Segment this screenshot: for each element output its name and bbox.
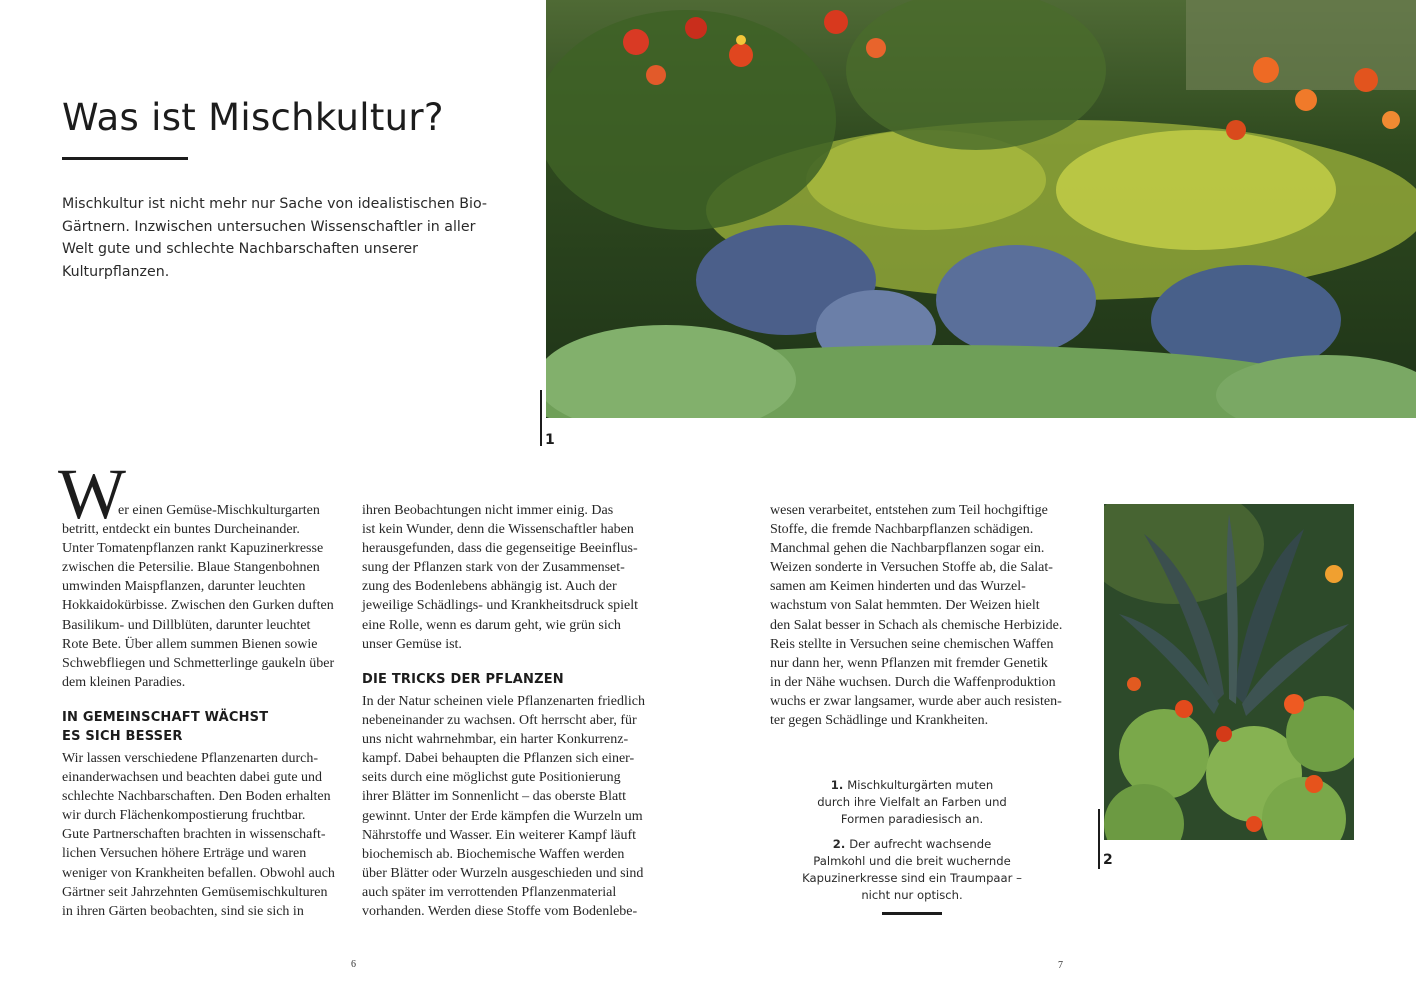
- body-line: sung der Pflanzen stark von der Zusammenset-: [362, 560, 625, 576]
- photo-marker-line: [540, 390, 542, 446]
- body-line: biochemisch ab. Biochemische Waffen werden: [362, 846, 625, 862]
- subheading-community: [62, 708, 268, 746]
- photo-number: 2: [1103, 852, 1113, 868]
- kale-nasturtium-photo: [1104, 504, 1354, 840]
- body-line: zwischen die Petersilie. Blaue Stangenbohnen: [62, 560, 320, 576]
- photo-marker-line: [1098, 809, 1100, 869]
- body-line: wuchs er zwar langsamer, wurde aber auch resisten-: [770, 693, 1062, 709]
- drop-cap: W: [58, 454, 126, 534]
- body-line: betritt, entdeckt ein buntes Durcheinander.: [62, 522, 300, 538]
- body-line: über Blätter oder Wurzeln ausgeschieden und sind: [362, 865, 644, 881]
- body-line: ist kein Wunder, denn die Wissenschaftler haben: [362, 522, 634, 538]
- garden-photo: [546, 0, 1416, 418]
- body-line: uns nicht wahrnehmbar, ein harter Konkurrenz-: [362, 732, 629, 748]
- caption-line: nicht nur optisch.: [861, 888, 963, 902]
- text-column-1: [62, 501, 342, 692]
- text-column-2-continued: [362, 692, 652, 921]
- kale-photo-illustration: [1104, 504, 1354, 840]
- body-line: auch später im verrottenden Pflanzenmaterial: [362, 884, 617, 900]
- body-line: ihren Beobachtungen nicht immer einig. Das: [362, 503, 614, 518]
- body-line: Wir lassen verschiedene Pflanzenarten durch-: [62, 751, 318, 766]
- body-line: samen am Keimen hinderten und das Wurzel-: [770, 579, 1026, 595]
- photo-number: 1: [545, 432, 555, 448]
- page-number-right: 7: [1058, 960, 1063, 971]
- text-column-2: [362, 501, 652, 654]
- subheading-tricks: DIE TRICKS DER PFLANZEN: [362, 672, 564, 687]
- photo-caption-1: [790, 777, 1034, 828]
- caption-divider: [882, 912, 942, 915]
- body-line: Manchmal gehen die Nachbarpflanzen sogar ein.: [770, 541, 1045, 557]
- body-line: Gute Partnerschaften brachten in wissenschaft-: [62, 827, 326, 843]
- caption-line: Kapuzinerkresse sind ein Traumpaar –: [802, 871, 1022, 885]
- body-line: wesen verarbeitet, entstehen zum Teil hochgiftige: [770, 503, 1048, 518]
- body-line: Gärtner seit Jahrzehnten Gemüsemischkulturen: [62, 884, 328, 900]
- text-column-1-continued: [62, 749, 342, 921]
- subheading-line: ES SICH BESSER: [62, 729, 183, 744]
- photo-caption-2: [790, 836, 1034, 904]
- body-line: In der Natur scheinen viele Pflanzenarten friedlich: [362, 694, 645, 709]
- body-line: unser Gemüse ist.: [362, 636, 462, 652]
- body-line: Weizen sonderte in Versuchen Stoffe ab, die Salat-: [770, 560, 1053, 576]
- body-line: Hokkaidokürbisse. Zwischen den Gurken duften: [62, 598, 334, 614]
- intro-paragraph: Mischkultur ist nicht mehr nur Sache von idealistischen Bio-Gärtnern. Inzwischen untersuchen Wissenschaftler in aller Welt gute und schlechte Nachbarschaften unserer Kulturpflanzen.: [62, 196, 488, 280]
- title-underline: [62, 157, 188, 160]
- caption-number: 1.: [830, 778, 844, 792]
- body-line: Rote Bete. Über allem summen Bienen sowie: [62, 636, 318, 652]
- caption-line: Palmkohl und die breit wuchernde: [813, 854, 1011, 868]
- body-line: ihrer Blätter im Sonnenlicht – das oberste Blatt: [362, 789, 626, 805]
- body-line: kampf. Dabei behaupten die Pflanzen sich einer-: [362, 751, 635, 767]
- body-line: einanderwachsen und beachten dabei gute und: [62, 770, 323, 786]
- body-line: Stoffe, die fremde Nachbarpflanzen schädigen.: [770, 522, 1034, 538]
- body-line: wachstum von Salat hemmten. Der Weizen hielt: [770, 598, 1040, 614]
- text-column-3: [770, 501, 1070, 730]
- body-line: dem kleinen Paradies.: [62, 674, 186, 690]
- body-line: er einen Gemüse-Mischkulturgarten: [118, 503, 320, 518]
- body-line: jeweilige Schädlings- und Krankheitsdruck spielt: [362, 598, 639, 614]
- body-line: vorhanden. Werden diese Stoffe vom Bodenlebe-: [362, 904, 638, 920]
- body-line: Nährstoffe und Wasser. Ein weiterer Kampf läuft: [362, 827, 636, 843]
- body-line: zung des Bodenlebens abhängig ist. Auch der: [362, 579, 617, 595]
- body-line: in ihren Gärten beobachten, sind sie sich in: [62, 903, 304, 919]
- body-line: nur dann her, wenn Pflanzen mit fremder Genetik: [770, 655, 1048, 671]
- body-line: den Salat besser in Schach als chemische Herbizide.: [770, 617, 1063, 633]
- body-line: weniger von Krankheiten befallen. Obwohl auch: [62, 865, 335, 881]
- page-number-left: 6: [351, 959, 356, 970]
- body-line: in der Nähe wuchsen. Durch die Waffenproduktion: [770, 674, 1056, 690]
- caption-line: Der aufrecht wachsende: [849, 837, 992, 851]
- body-line: lichen Versuchen höhere Erträge und waren: [62, 846, 307, 862]
- caption-line: Mischkulturgärten muten: [847, 778, 994, 792]
- body-line: schlechte Nachbarschaften. Den Boden erhalten: [62, 789, 331, 805]
- body-line: nebeneinander zu wachsen. Oft herrscht aber, für: [362, 713, 637, 729]
- body-line: Basilikum- und Dillblüten, darunter leuchtet: [62, 617, 311, 633]
- caption-number: 2.: [832, 837, 846, 851]
- body-line: gewinnt. Unter der Erde kämpfen die Wurzeln um: [362, 808, 643, 824]
- body-line: Schwebfliegen und Schmetterlinge gaukeln über: [62, 655, 335, 671]
- subheading-line: IN GEMEINSCHAFT WÄCHST: [62, 710, 269, 725]
- body-line: seits durch eine möglichst gute Positionierung: [362, 770, 621, 786]
- body-line: umwinden Maispflanzen, darunter leuchten: [62, 579, 306, 595]
- body-line: herausgefunden, dass die gegenseitige Beeinflus-: [362, 541, 638, 557]
- body-line: Unter Tomatenpflanzen rankt Kapuzinerkresse: [62, 541, 324, 557]
- body-line: Reis stellte in Versuchen seine chemischen Waffen: [770, 636, 1054, 652]
- body-line: eine Rolle, wenn es darum geht, wie grün sich: [362, 617, 621, 633]
- body-line: wir durch Flächenkompostierung fruchtbar.: [62, 808, 306, 824]
- page-title: Was ist Mischkultur?: [62, 96, 444, 139]
- caption-line: Formen paradiesisch an.: [840, 812, 984, 826]
- caption-line: durch ihre Vielfalt an Farben und: [817, 795, 1007, 809]
- garden-photo-illustration: [546, 0, 1416, 418]
- body-line: ter gegen Schädlinge und Krankheiten.: [770, 713, 989, 729]
